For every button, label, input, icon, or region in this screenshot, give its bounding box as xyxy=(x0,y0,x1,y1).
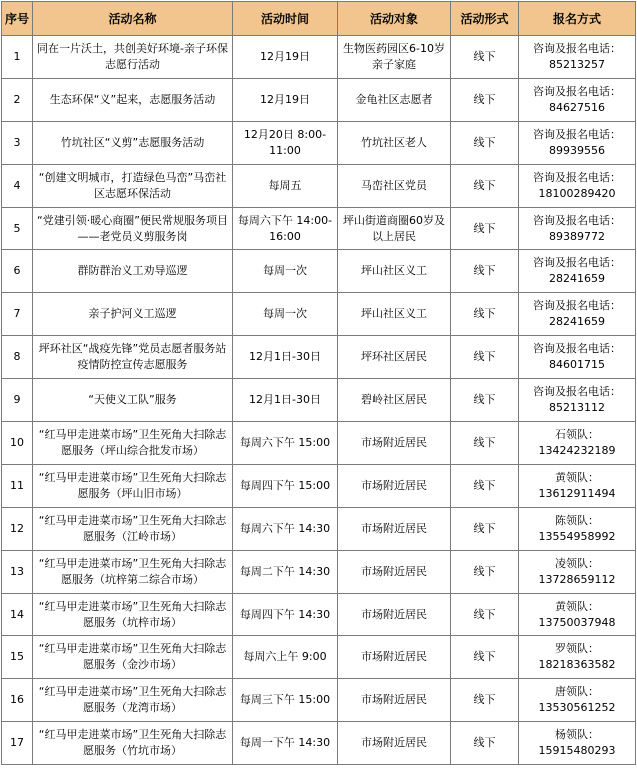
activity-time: 每周四下午 15:00 xyxy=(233,464,338,507)
row-number: 4 xyxy=(2,164,33,207)
activity-form: 线下 xyxy=(451,722,519,765)
activity-time: 每周三下午 15:00 xyxy=(233,679,338,722)
activity-target: 坪山社区义工 xyxy=(338,293,451,336)
registration-contact: 杨领队：15915480293 xyxy=(519,722,636,765)
activity-name: 坪环社区“战疫先锋”党员志愿者服务站疫情防控宣传志愿服务 xyxy=(33,336,233,379)
row-number: 6 xyxy=(2,250,33,293)
row-number: 7 xyxy=(2,293,33,336)
table-row xyxy=(2,379,636,422)
row-number: 9 xyxy=(2,379,33,422)
row-number: 5 xyxy=(2,207,33,250)
registration-contact: 陈领队：13554958992 xyxy=(519,507,636,550)
header-time: 活动时间 xyxy=(233,2,338,36)
header-target: 活动对象 xyxy=(338,2,451,36)
activity-form: 线下 xyxy=(451,550,519,593)
activity-target: 市场附近居民 xyxy=(338,464,451,507)
table-row xyxy=(2,636,636,679)
activity-target: 生物医药园区6-10岁亲子家庭 xyxy=(338,36,451,79)
registration-contact: 罗领队：18218363582 xyxy=(519,636,636,679)
activity-time: 每周五 xyxy=(233,164,338,207)
activity-form: 线下 xyxy=(451,78,519,121)
activity-name: “红马甲走进菜市场”卫生死角大扫除志愿服务（坪山旧市场） xyxy=(33,464,233,507)
header-contact: 报名方式 xyxy=(519,2,636,36)
row-number: 13 xyxy=(2,550,33,593)
activity-form: 线下 xyxy=(451,593,519,636)
activity-time: 12月20日 8:00-11:00 xyxy=(233,121,338,164)
table-row xyxy=(2,507,636,550)
activity-target: 市场附近居民 xyxy=(338,550,451,593)
registration-contact: 凌领队：13728659112 xyxy=(519,550,636,593)
activity-target: 金龟社区志愿者 xyxy=(338,78,451,121)
activity-form: 线下 xyxy=(451,293,519,336)
activity-time: 每周二下午 14:30 xyxy=(233,550,338,593)
row-number: 2 xyxy=(2,78,33,121)
activity-name: “红马甲走进菜市场”卫生死角大扫除志愿服务（坪山综合批发市场） xyxy=(33,422,233,465)
row-number: 15 xyxy=(2,636,33,679)
row-number: 3 xyxy=(2,121,33,164)
registration-contact: 黄领队：13612911494 xyxy=(519,464,636,507)
table-row xyxy=(2,464,636,507)
activity-name: “红马甲走进菜市场”卫生死角大扫除志愿服务（坑梓市场） xyxy=(33,593,233,636)
table-row xyxy=(2,422,636,465)
activity-form: 线下 xyxy=(451,121,519,164)
header-name: 活动名称 xyxy=(33,2,233,36)
activity-form: 线下 xyxy=(451,464,519,507)
activity-name: “红马甲走进菜市场”卫生死角大扫除志愿服务（坑梓第二综合市场） xyxy=(33,550,233,593)
table-row xyxy=(2,679,636,722)
activity-time: 每周一次 xyxy=(233,293,338,336)
activity-table xyxy=(1,1,636,765)
registration-contact: 咨询及报名电话：84601715 xyxy=(519,336,636,379)
activity-target: 市场附近居民 xyxy=(338,636,451,679)
registration-contact: 咨询及报名电话：89939556 xyxy=(519,121,636,164)
activity-target: 市场附近居民 xyxy=(338,507,451,550)
table-row xyxy=(2,207,636,250)
registration-contact: 咨询及报名电话：85213257 xyxy=(519,36,636,79)
table-row xyxy=(2,78,636,121)
activity-form: 线下 xyxy=(451,36,519,79)
activity-time: 每周四下午 14:30 xyxy=(233,593,338,636)
table-row xyxy=(2,336,636,379)
row-number: 1 xyxy=(2,36,33,79)
table-body xyxy=(2,36,636,765)
activity-form: 线下 xyxy=(451,336,519,379)
activity-name: 生态环保“义”起来，志愿服务活动 xyxy=(33,78,233,121)
activity-form: 线下 xyxy=(451,636,519,679)
row-number: 10 xyxy=(2,422,33,465)
activity-time: 每周六下午 15:00 xyxy=(233,422,338,465)
row-number: 14 xyxy=(2,593,33,636)
row-number: 11 xyxy=(2,464,33,507)
activity-target: 市场附近居民 xyxy=(338,422,451,465)
activity-target: 竹坑社区老人 xyxy=(338,121,451,164)
activity-form: 线下 xyxy=(451,679,519,722)
activity-form: 线下 xyxy=(451,164,519,207)
row-number: 16 xyxy=(2,679,33,722)
activity-target: 市场附近居民 xyxy=(338,722,451,765)
table-row xyxy=(2,36,636,79)
activity-form: 线下 xyxy=(451,379,519,422)
registration-contact: 石领队：13424232189 xyxy=(519,422,636,465)
table-row xyxy=(2,550,636,593)
activity-name: 竹坑社区“义剪”志愿服务活动 xyxy=(33,121,233,164)
activity-target: 市场附近居民 xyxy=(338,593,451,636)
activity-time: 每周一下午 14:30 xyxy=(233,722,338,765)
table-row xyxy=(2,250,636,293)
row-number: 17 xyxy=(2,722,33,765)
activity-name: “红马甲走进菜市场”卫生死角大扫除志愿服务（竹坑市场） xyxy=(33,722,233,765)
registration-contact: 咨询及报名电话：85213112 xyxy=(519,379,636,422)
table-row xyxy=(2,164,636,207)
activity-name: 群防群治义工劝导巡逻 xyxy=(33,250,233,293)
activity-target: 坪山街道商圈60岁及以上居民 xyxy=(338,207,451,250)
activity-form: 线下 xyxy=(451,422,519,465)
table-row xyxy=(2,593,636,636)
activity-name: “天使义工队”服务 xyxy=(33,379,233,422)
activity-target: 市场附近居民 xyxy=(338,679,451,722)
table-row xyxy=(2,121,636,164)
activity-time: 每周六下午 14:00-16:00 xyxy=(233,207,338,250)
activity-name: “红马甲走进菜市场”卫生死角大扫除志愿服务（龙湾市场） xyxy=(33,679,233,722)
activity-name: “红马甲走进菜市场”卫生死角大扫除志愿服务（江岭市场） xyxy=(33,507,233,550)
activity-name: “红马甲走进菜市场”卫生死角大扫除志愿服务（金沙市场） xyxy=(33,636,233,679)
activity-target: 坪山社区义工 xyxy=(338,250,451,293)
activity-form: 线下 xyxy=(451,507,519,550)
row-number: 8 xyxy=(2,336,33,379)
activity-name: “党建引领·暖心商圈”便民常规服务项目——老党员义剪服务岗 xyxy=(33,207,233,250)
activity-time: 12月1日-30日 xyxy=(233,379,338,422)
activity-form: 线下 xyxy=(451,207,519,250)
registration-contact: 黄领队：13750037948 xyxy=(519,593,636,636)
activity-time: 每周六上午 9:00 xyxy=(233,636,338,679)
table-row xyxy=(2,293,636,336)
registration-contact: 咨询及报名电话：89389772 xyxy=(519,207,636,250)
registration-contact: 咨询及报名电话：84627516 xyxy=(519,78,636,121)
activity-name: 同在一片沃土，共创美好环境-亲子环保志愿行活动 xyxy=(33,36,233,79)
activity-name: “创建文明城市，打造绿色马峦”马峦社区志愿环保活动 xyxy=(33,164,233,207)
registration-contact: 咨询及报名电话：18100289420 xyxy=(519,164,636,207)
header-row xyxy=(2,2,636,36)
registration-contact: 咨询及报名电话：28241659 xyxy=(519,293,636,336)
activity-target: 碧岭社区居民 xyxy=(338,379,451,422)
activity-time: 12月1日-30日 xyxy=(233,336,338,379)
row-number: 12 xyxy=(2,507,33,550)
activity-time: 12月19日 xyxy=(233,36,338,79)
table-row xyxy=(2,722,636,765)
registration-contact: 唐领队：13530561252 xyxy=(519,679,636,722)
activity-target: 坪环社区居民 xyxy=(338,336,451,379)
header-no: 序号 xyxy=(2,2,33,36)
activity-time: 12月19日 xyxy=(233,78,338,121)
activity-target: 马峦社区党员 xyxy=(338,164,451,207)
registration-contact: 咨询及报名电话：28241659 xyxy=(519,250,636,293)
header-form: 活动形式 xyxy=(451,2,519,36)
activity-form: 线下 xyxy=(451,250,519,293)
activity-time: 每周六下午 14:30 xyxy=(233,507,338,550)
activity-time: 每周一次 xyxy=(233,250,338,293)
activity-name: 亲子护河义工巡逻 xyxy=(33,293,233,336)
